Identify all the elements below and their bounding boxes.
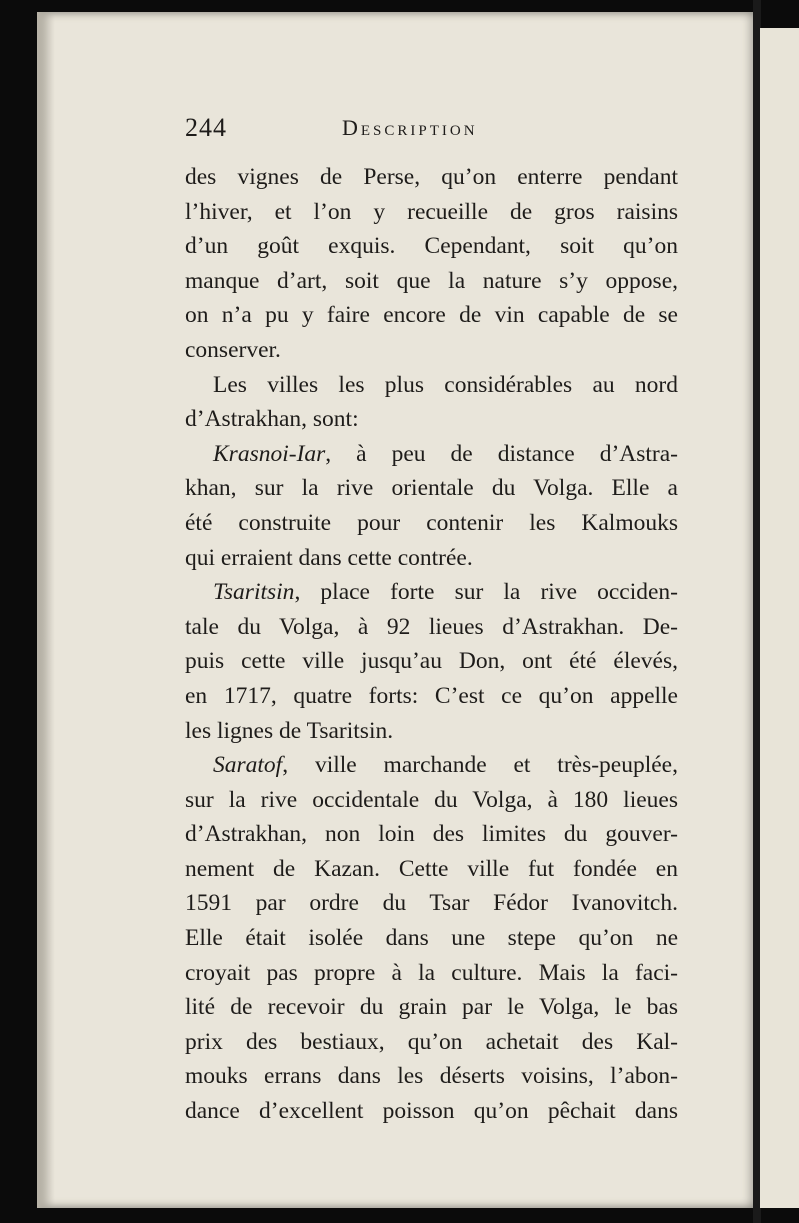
text-line: manque d’art, soit que la nature s’y oppose, bbox=[185, 267, 678, 294]
text-line: d’un goût exquis. Cependant, soit qu’on bbox=[185, 233, 678, 260]
text-line: qui erraient dans cette contrée. bbox=[185, 544, 473, 571]
text-line: dance d’excellent poisson qu’on pêchait dans bbox=[185, 1098, 678, 1125]
running-title: Description bbox=[342, 115, 478, 140]
text-line: des vignes de Perse, qu’on enterre pendant bbox=[185, 164, 678, 190]
facing-page-edge bbox=[760, 28, 799, 1208]
text-line: prix des bestiaux, qu’on achetait des Kal- bbox=[185, 1028, 678, 1055]
place-name: Saratof bbox=[213, 752, 283, 779]
text-fragment: , place forte sur la rive occiden- bbox=[294, 579, 678, 606]
place-name: Tsaritsin bbox=[213, 579, 295, 606]
text-line: mouks errans dans les déserts voisins, l’abon- bbox=[185, 1063, 678, 1090]
text-line bbox=[185, 748, 678, 783]
text-line: été construite pour contenir les Kalmouks bbox=[185, 509, 678, 536]
text-fragment: , ville marchande et très-peuplée, bbox=[282, 752, 678, 779]
text-fragment: , à peu de distance d’Astra- bbox=[325, 440, 678, 467]
text-line: d’Astrakhan, sont: bbox=[185, 406, 359, 433]
body-text bbox=[185, 160, 678, 1129]
text-line: khan, sur la rive orientale du Volga. Elle a bbox=[185, 475, 678, 502]
text-line: en 1717, quatre forts: C’est ce qu’on appelle bbox=[185, 682, 678, 709]
place-name: Krasnoi-Iar bbox=[213, 440, 326, 467]
text-line: d’Astrakhan, non loin des limites du gouver- bbox=[185, 821, 678, 848]
text-line: nement de Kazan. Cette ville fut fondée en bbox=[185, 855, 678, 882]
text-line: puis cette ville jusqu’au Don, ont été élevés, bbox=[185, 648, 678, 675]
text-line: Les villes les plus considérables au nord bbox=[213, 371, 678, 398]
text-line: les lignes de Tsaritsin. bbox=[185, 717, 394, 744]
text-line: on n’a pu y faire encore de vin capable de se bbox=[185, 302, 678, 329]
text-line: lité de recevoir du grain par le Volga, le bas bbox=[185, 994, 678, 1021]
text-line: croyait pas propre à la culture. Mais la faci- bbox=[185, 959, 678, 986]
text-line: tale du Volga, à 92 lieues d’Astrakhan. De- bbox=[185, 613, 678, 640]
page-number: 244 bbox=[185, 113, 227, 142]
running-header bbox=[185, 113, 685, 147]
text-line: 1591 par ordre du Tsar Fédor Ivanovitch. bbox=[185, 890, 678, 917]
text-line: conserver. bbox=[185, 336, 281, 363]
text-line bbox=[185, 575, 678, 610]
text-line: Elle était isolée dans une stepe qu’on ne bbox=[185, 925, 678, 952]
text-line bbox=[185, 437, 678, 472]
text-line: l’hiver, et l’on y recueille de gros raisins bbox=[185, 198, 678, 225]
text-line: sur la rive occidentale du Volga, à 180 lieues bbox=[185, 786, 678, 813]
